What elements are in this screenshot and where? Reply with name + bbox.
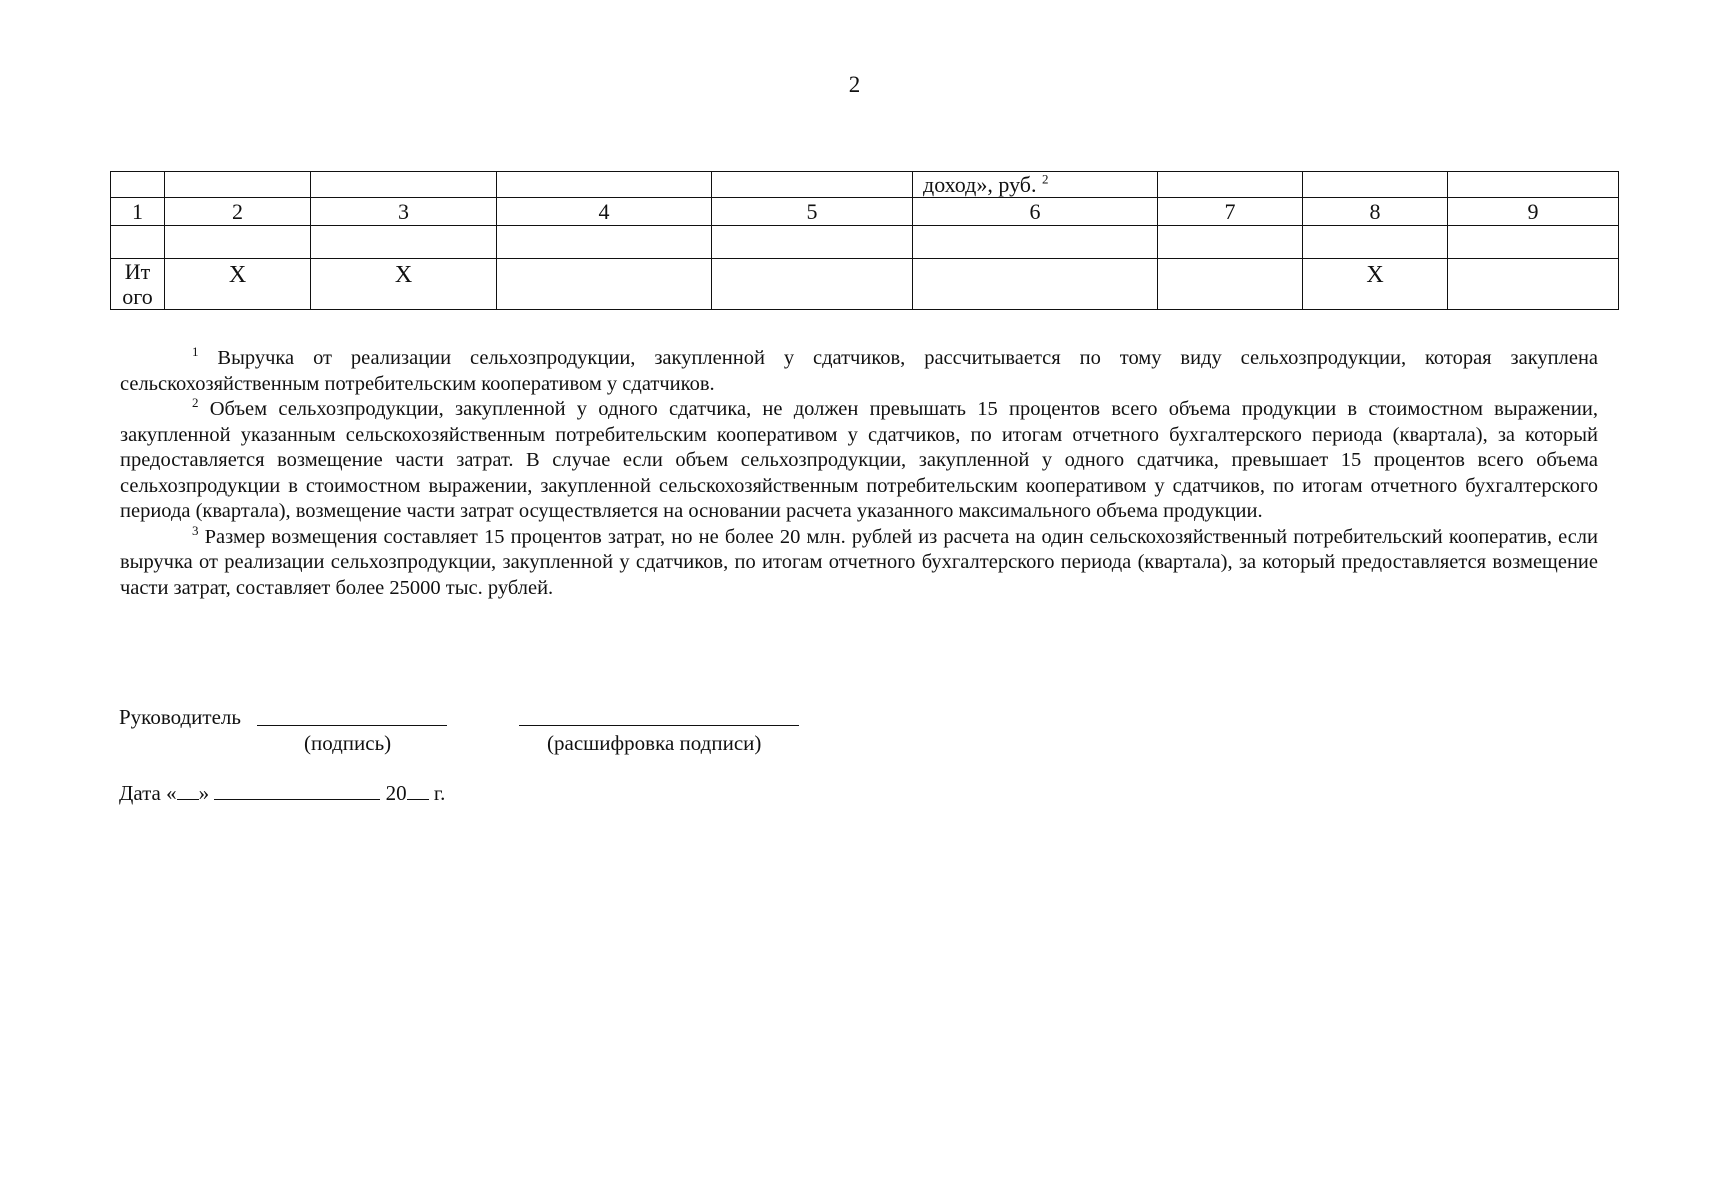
footnote-text: Размер возмещения составляет 15 процентов затрат, но не более 20 млн. рублей из расчета на один сельскохозяйственный потребительский кооператив, если выручка от реализации сельхозпродукции, закупленной у сдатчиков, по итогам отчетного бухгалтерского периода (квартала), за который предоставляется возмещение части затрат, составляет более 25000 тыс. рублей. (120, 525, 1598, 599)
table-cell (1158, 226, 1303, 259)
column-number: 9 (1448, 198, 1619, 226)
date-month-blank (214, 781, 380, 800)
table-cell (913, 226, 1158, 259)
table-column-numbers-row (111, 198, 1619, 226)
x-mark: X (228, 262, 247, 288)
date-block (119, 781, 445, 806)
footnote-marker: 1 (192, 344, 199, 360)
column-number: 3 (311, 198, 497, 226)
table-cell (1158, 259, 1303, 310)
table-cell (311, 226, 497, 259)
footnote-3 (120, 522, 1598, 602)
table-cell-income-header (913, 172, 1158, 198)
table-cell (497, 172, 712, 198)
table-cell (165, 259, 311, 310)
table-cell (497, 259, 712, 310)
total-label-line1: Ит (124, 259, 151, 284)
page-number: 2 (848, 72, 861, 97)
table-cell (111, 172, 165, 198)
date-year-prefix: 20 (385, 781, 407, 805)
table-header-continuation-row (111, 172, 1619, 198)
table-cell (1448, 226, 1619, 259)
column-number: 4 (497, 198, 712, 226)
footnote-1 (120, 346, 1598, 397)
date-day-blank (177, 781, 199, 800)
column-number: 6 (913, 198, 1158, 226)
table-cell (311, 172, 497, 198)
signature-block (119, 705, 919, 825)
table-cell (712, 226, 913, 259)
column-number: 7 (1158, 198, 1303, 226)
column-number: 2 (165, 198, 311, 226)
date-close-quote: » (198, 781, 210, 805)
date-label: Дата « (119, 781, 177, 805)
footnote-marker: 2 (192, 395, 199, 411)
date-year-blank (407, 781, 429, 800)
table-cell (1303, 226, 1448, 259)
footnote-marker: 3 (192, 522, 199, 538)
column-number: 1 (111, 198, 165, 226)
table-cell (165, 172, 311, 198)
table-cell (165, 226, 311, 259)
table-cell (1303, 259, 1448, 310)
column-number: 8 (1303, 198, 1448, 226)
date-year-suffix: г. (428, 781, 446, 805)
total-label-cell (111, 259, 165, 310)
table-cell (311, 259, 497, 310)
signature-decoding-caption: (расшифровка подписи) (547, 731, 762, 755)
footnotes (120, 346, 1598, 601)
table-cell (1303, 172, 1448, 198)
footnote-2 (120, 397, 1598, 525)
signature-line (257, 725, 447, 726)
table-cell (497, 226, 712, 259)
table-cell (1158, 172, 1303, 198)
table-row (111, 226, 1619, 259)
table-cell (712, 172, 913, 198)
income-header-text: доход», руб. (923, 172, 1037, 197)
footnote-ref: 2 (1041, 171, 1049, 187)
footnote-text: Выручка от реализации сельхозпродукции, закупленной у сдатчиков, рассчитывается по тому виду сельхозпродукции, которая закуплена сельскохозяйственным потребительским кооперативом у сдатчиков. (120, 347, 1599, 395)
x-mark: X (1366, 262, 1384, 288)
footnote-text: Объем сельхозпродукции, закупленной у одного сдатчика, не должен превышать 15 процентов всего объема продукции в стоимостном выражении, закупленной указанным сельскохозяйственным потребительским кооперативом у сдатчиков, по итогам отчетного бухгалтерского периода (квартала), за который предоставляется возмещение части затрат. В случае если объем сельхозпродукции, закупленной у одного сдатчика, превышает 15 процентов всего объема сельхозпродукции в стоимостном выражении, закупленной сельскохозяйственным потребительским кооперативом у сдатчиков, по итогам отчетного бухгалтерского периода (квартала), возмещение части затрат осуществляется на основании расчета указанного максимального объема продукции. (120, 398, 1598, 522)
signature-label: Руководитель (119, 705, 241, 729)
signature-caption: (подпись) (304, 731, 392, 755)
total-label-line2: ого (122, 284, 153, 309)
x-mark: X (394, 262, 413, 288)
table-cell (111, 226, 165, 259)
table-cell (1448, 259, 1619, 310)
signature-decoding-line (519, 725, 799, 726)
data-table (110, 171, 1619, 310)
table-total-row (111, 259, 1619, 310)
column-number: 5 (712, 198, 913, 226)
table-cell (712, 259, 913, 310)
table-cell (1448, 172, 1619, 198)
table-cell (913, 259, 1158, 310)
